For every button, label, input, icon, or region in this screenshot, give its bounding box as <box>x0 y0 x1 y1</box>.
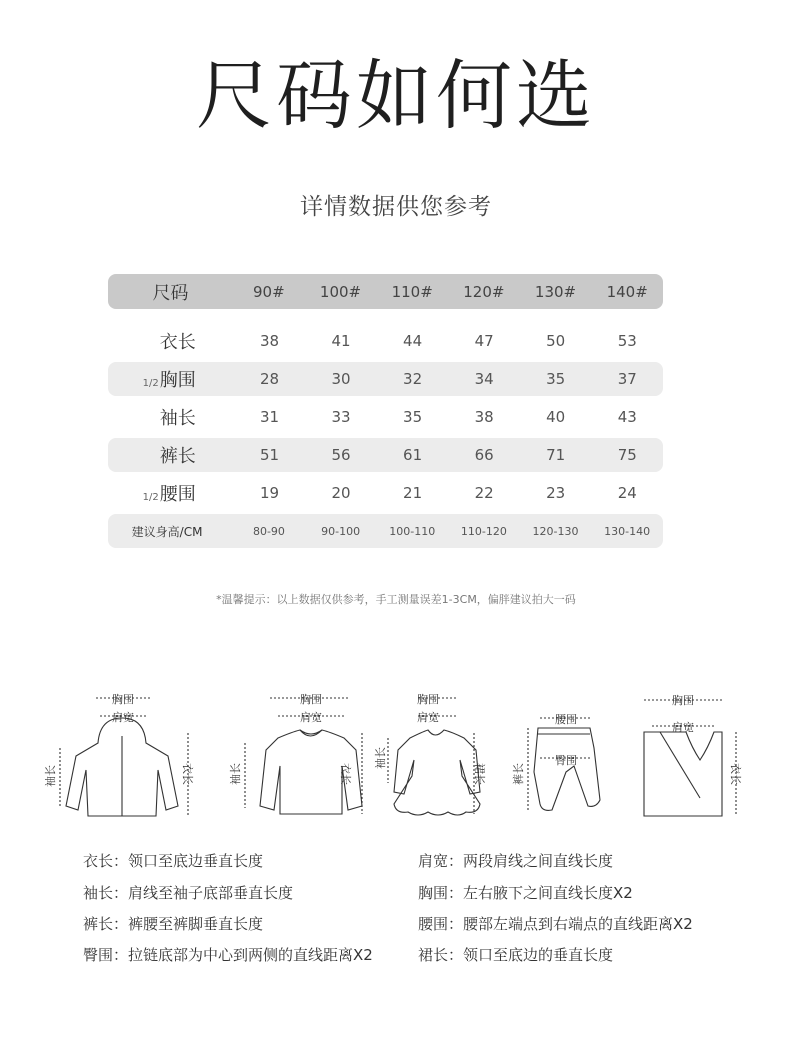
table-cell: 130-140 <box>604 524 651 538</box>
skirt-length-label: 裙长 <box>473 763 486 785</box>
table-cell: 51 <box>259 446 280 464</box>
table-cell: 37 <box>617 370 637 388</box>
table-cell: 50 <box>546 332 566 350</box>
row-label-text: 袖长 <box>159 408 196 429</box>
header-label: 尺码 <box>152 282 189 304</box>
row-label <box>108 523 233 540</box>
page-subtitle: 详情数据供您参考 <box>300 194 492 220</box>
shoulder-label: 肩宽 <box>672 721 694 734</box>
row-label-text: 衣长 <box>159 332 196 353</box>
row-label <box>108 442 234 468</box>
table-cell: 41 <box>331 332 351 350</box>
table-cell: 66 <box>474 446 494 464</box>
table-cell: 71 <box>546 446 566 464</box>
table-cell: 38 <box>259 332 280 350</box>
table-row <box>108 362 663 396</box>
table-cell: 110-120 <box>460 524 507 538</box>
definition-item: 胸围：左右腋下之间直线长度X2 <box>418 884 633 902</box>
table-cell: 90-100 <box>321 524 361 538</box>
table-cell: 24 <box>617 484 637 502</box>
table-row <box>108 324 663 358</box>
table-cell: 28 <box>259 370 280 388</box>
sleeve-label: 袖长 <box>374 747 387 769</box>
sweatshirt-figure <box>228 692 362 814</box>
table-cell: 53 <box>617 332 637 350</box>
size-cell: 110# <box>391 282 433 301</box>
table-cell: 47 <box>474 332 494 350</box>
table-row <box>108 400 663 434</box>
page-title: 尺码如何选 <box>196 51 596 140</box>
pants-figure <box>511 713 600 810</box>
length-label: 衣长 <box>339 763 352 785</box>
table-cell: 33 <box>331 408 351 426</box>
table-cell: 80-90 <box>252 524 285 538</box>
row-label-text: 裤长 <box>159 446 196 467</box>
table-row <box>108 438 663 472</box>
row-label-text: 建议身高/CM <box>131 524 203 539</box>
table-row <box>108 514 663 548</box>
definition-item: 腰围：腰部左端点到右端点的直线距离X2 <box>418 915 693 933</box>
table-cell: 23 <box>546 484 566 502</box>
size-cell: 140# <box>606 282 648 301</box>
size-cell: 130# <box>534 282 577 301</box>
table-row <box>108 476 663 510</box>
row-label-text: 胸围 <box>159 370 196 391</box>
size-cell: 120# <box>463 282 505 301</box>
row-label <box>108 404 234 430</box>
vest-figure <box>644 693 742 816</box>
table-cell: 32 <box>403 370 423 388</box>
sleeve-label: 袖长 <box>44 765 57 787</box>
length-label: 衣长 <box>729 763 742 785</box>
pants-length-label: 裤长 <box>512 763 525 785</box>
measurement-note: *温馨提示：以上数据仅供参考，手工测量误差1-3CM，偏胖建议拍大一码 <box>216 593 576 606</box>
chest-label: 胸围 <box>417 693 439 706</box>
definition-item: 裤长：裤腰至裤脚垂直长度 <box>83 915 264 933</box>
table-cell: 75 <box>617 446 637 464</box>
table-cell: 100-110 <box>389 524 436 538</box>
table-cell: 21 <box>403 484 423 502</box>
row-label-prefix: 1/2 <box>142 378 159 389</box>
table-cell: 61 <box>403 446 423 464</box>
chest-label: 胸围 <box>672 694 694 707</box>
table-cell: 31 <box>259 408 280 426</box>
table-cell: 40 <box>546 408 566 426</box>
shoulder-label: 肩宽 <box>417 711 439 724</box>
waist-label: 腰围 <box>555 713 577 726</box>
row-label <box>108 366 234 392</box>
shoulder-label: 肩宽 <box>300 711 322 724</box>
hip-label: 臀围 <box>555 754 577 767</box>
row-label <box>108 328 234 354</box>
table-cell: 20 <box>331 484 351 502</box>
garment-diagrams <box>40 688 760 823</box>
jacket-figure <box>43 692 194 816</box>
table-cell: 35 <box>403 408 423 426</box>
shoulder-label: 肩宽 <box>112 711 134 724</box>
row-label-text: 腰围 <box>159 484 196 505</box>
definition-item: 裙长：领口至底边的垂直长度 <box>418 946 614 964</box>
sleeve-label: 袖长 <box>229 763 242 785</box>
table-cell: 19 <box>259 484 280 502</box>
table-cell: 44 <box>403 332 423 350</box>
chest-label: 胸围 <box>300 693 322 706</box>
length-label: 衣长 <box>181 763 194 785</box>
table-cell: 120-130 <box>532 524 579 538</box>
definition-item: 臀围：拉链底部为中心到两侧的直线距离X2 <box>83 946 373 964</box>
size-cell: 90# <box>253 282 285 301</box>
table-cell: 43 <box>617 408 637 426</box>
definition-item: 衣长：领口至底边垂直长度 <box>83 852 264 870</box>
table-cell: 34 <box>474 370 494 388</box>
size-table <box>108 274 663 552</box>
table-cell: 35 <box>546 370 566 388</box>
table-cell: 38 <box>474 408 494 426</box>
row-label <box>108 480 234 506</box>
table-cell: 56 <box>331 446 351 464</box>
size-table-header <box>108 274 663 309</box>
size-cell: 100# <box>319 282 362 301</box>
dress-figure <box>373 692 486 815</box>
row-label-prefix: 1/2 <box>142 492 159 503</box>
table-cell: 30 <box>331 370 351 388</box>
definition-item: 肩宽：两段肩线之间直线长度 <box>418 852 614 870</box>
table-cell: 22 <box>474 484 494 502</box>
definition-item: 袖长：肩线至袖子底部垂直长度 <box>83 884 294 902</box>
chest-label: 胸围 <box>112 693 134 706</box>
